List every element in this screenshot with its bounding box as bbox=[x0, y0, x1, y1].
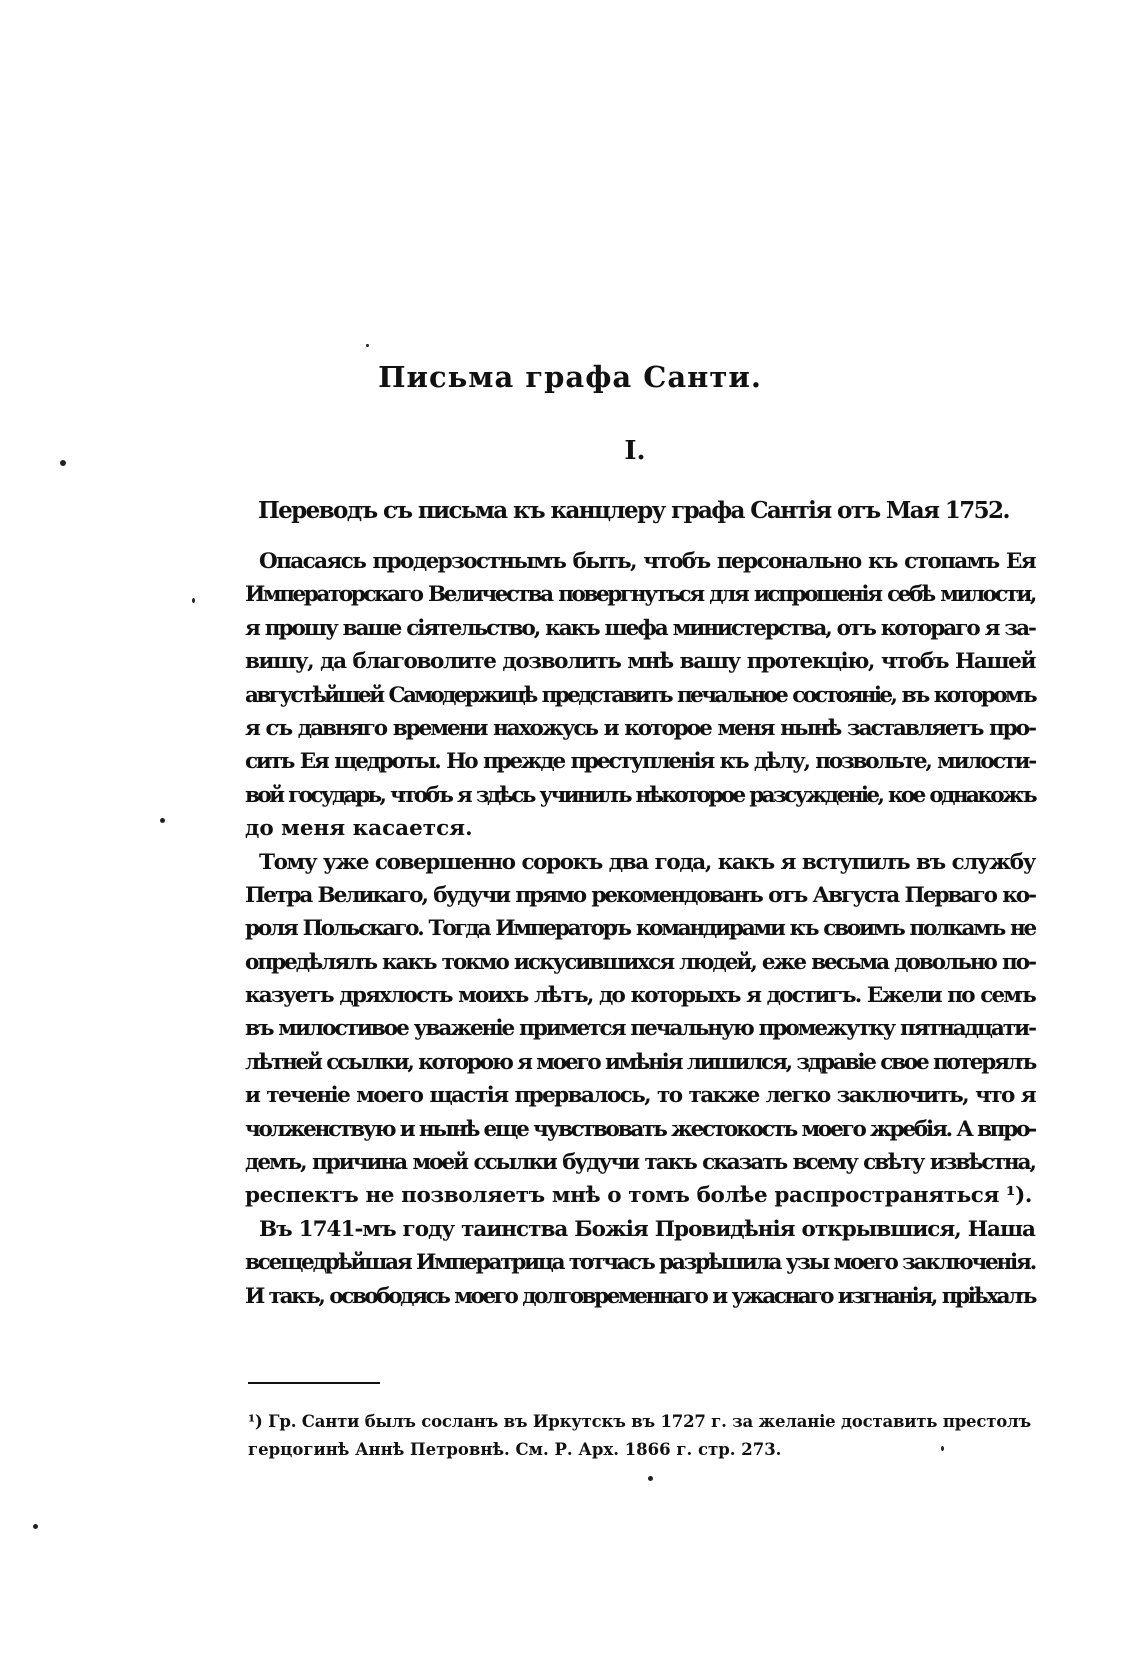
text-line: казуетъ дряхлость моихъ лѣтъ, до которыхъ я достигъ. Ежели по семъ bbox=[245, 983, 1035, 1009]
scan-speck bbox=[648, 1476, 653, 1481]
scan-speck bbox=[60, 460, 66, 466]
scan-speck bbox=[941, 1446, 944, 1451]
section-numeral: I. bbox=[624, 436, 646, 466]
text-line: Опасаясь продерзостнымъ быть, чтобъ персонально къ стопамъ Ея bbox=[259, 549, 1035, 574]
text-line: демъ, причина моей ссылки будучи такъ сказать всему свѣту извѣстна, bbox=[245, 1150, 1035, 1176]
text-line: чолженствую и нынѣ еще чувствовать жестокость моего жребія. А впро- bbox=[245, 1116, 1035, 1142]
text-line: вой государь, чтобъ я здѣсь учинилъ нѣкоторое разсужденіе, кое однакожъ bbox=[245, 782, 1035, 808]
letter-heading: Переводъ съ письма къ канцлеру графа Сантія отъ Мая 1752. bbox=[258, 497, 1009, 524]
text-line: Императорскаго Величества повергнуться для испрошенія себѣ милости, bbox=[245, 582, 1035, 608]
scan-speck bbox=[366, 344, 369, 347]
text-line: респектъ не позволяетъ мнѣ о томъ болѣе распространяться ¹). bbox=[245, 1183, 1032, 1209]
text-line: роля Польскаго. Тогда Императоръ командирами къ своимъ полкамъ не bbox=[245, 916, 1035, 942]
text-line: я съ давняго времени нахожусь и которое меня нынѣ заставляетъ про- bbox=[245, 715, 1035, 741]
scan-speck bbox=[192, 598, 195, 603]
text-line: вишу, да благоволите дозволить мнѣ вашу протекцію, чтобъ Нашей bbox=[245, 649, 1035, 675]
text-line: лѣтней ссылки, которою я моего имѣнія лишился, здравіе свое потерялъ bbox=[245, 1049, 1035, 1075]
text-line: всещедрѣйшая Императрица тотчасъ разрѣшила узы моего заключенія. bbox=[245, 1250, 1035, 1276]
text-line: августѣйшей Самодержицѣ представить печальное состояніе, въ которомъ bbox=[245, 682, 1035, 708]
text-line: и теченіе моего щастія прервалось, то также легко заключить, что я bbox=[245, 1083, 1035, 1109]
scan-speck bbox=[160, 818, 165, 823]
text-line: я прошу ваше сіятельство, какъ шефа министерства, отъ котораго я за- bbox=[245, 615, 1035, 641]
text-line: сить Ея щедроты. Но прежде преступленія къ дѣлу, позвольте, милости- bbox=[245, 749, 1035, 775]
footnote-divider bbox=[248, 1382, 380, 1384]
text-line: до меня касается. bbox=[245, 816, 473, 842]
text-line: опредѣлялъ какъ токмо искусившихся людей, еже весьма довольно по- bbox=[245, 949, 1035, 975]
scan-speck bbox=[33, 1524, 38, 1529]
footnote-line: герцогинѣ Аннѣ Петровнѣ. См. Р. Арх. 1866 г. стр. 273. bbox=[248, 1440, 782, 1459]
text-line: Въ 1741-мъ году таинства Божія Провидѣнія открывшися, Наша bbox=[259, 1216, 1035, 1242]
text-line: Тому уже совершенно сорокъ два года, какъ я вступилъ въ службу bbox=[259, 849, 1035, 875]
text-line: И такъ, освободясь моего долговременнаго и ужаснаго изгнанія, пріѣхалъ bbox=[245, 1283, 1035, 1309]
footnote-line: ¹) Гр. Санти былъ сосланъ въ Иркутскъ въ 1727 г. за желаніе доставить престолъ bbox=[248, 1412, 1031, 1431]
text-line: въ милостивое уваженіе примется печальную промежутку пятнадцати- bbox=[245, 1016, 1035, 1042]
page-title: Письма графа Санти. bbox=[378, 360, 762, 394]
footnote bbox=[248, 1408, 1030, 1464]
text-line: Петра Великаго, будучи прямо рекомендованъ отъ Августа Перваго ко- bbox=[245, 882, 1035, 908]
letter-body bbox=[245, 545, 1035, 1313]
